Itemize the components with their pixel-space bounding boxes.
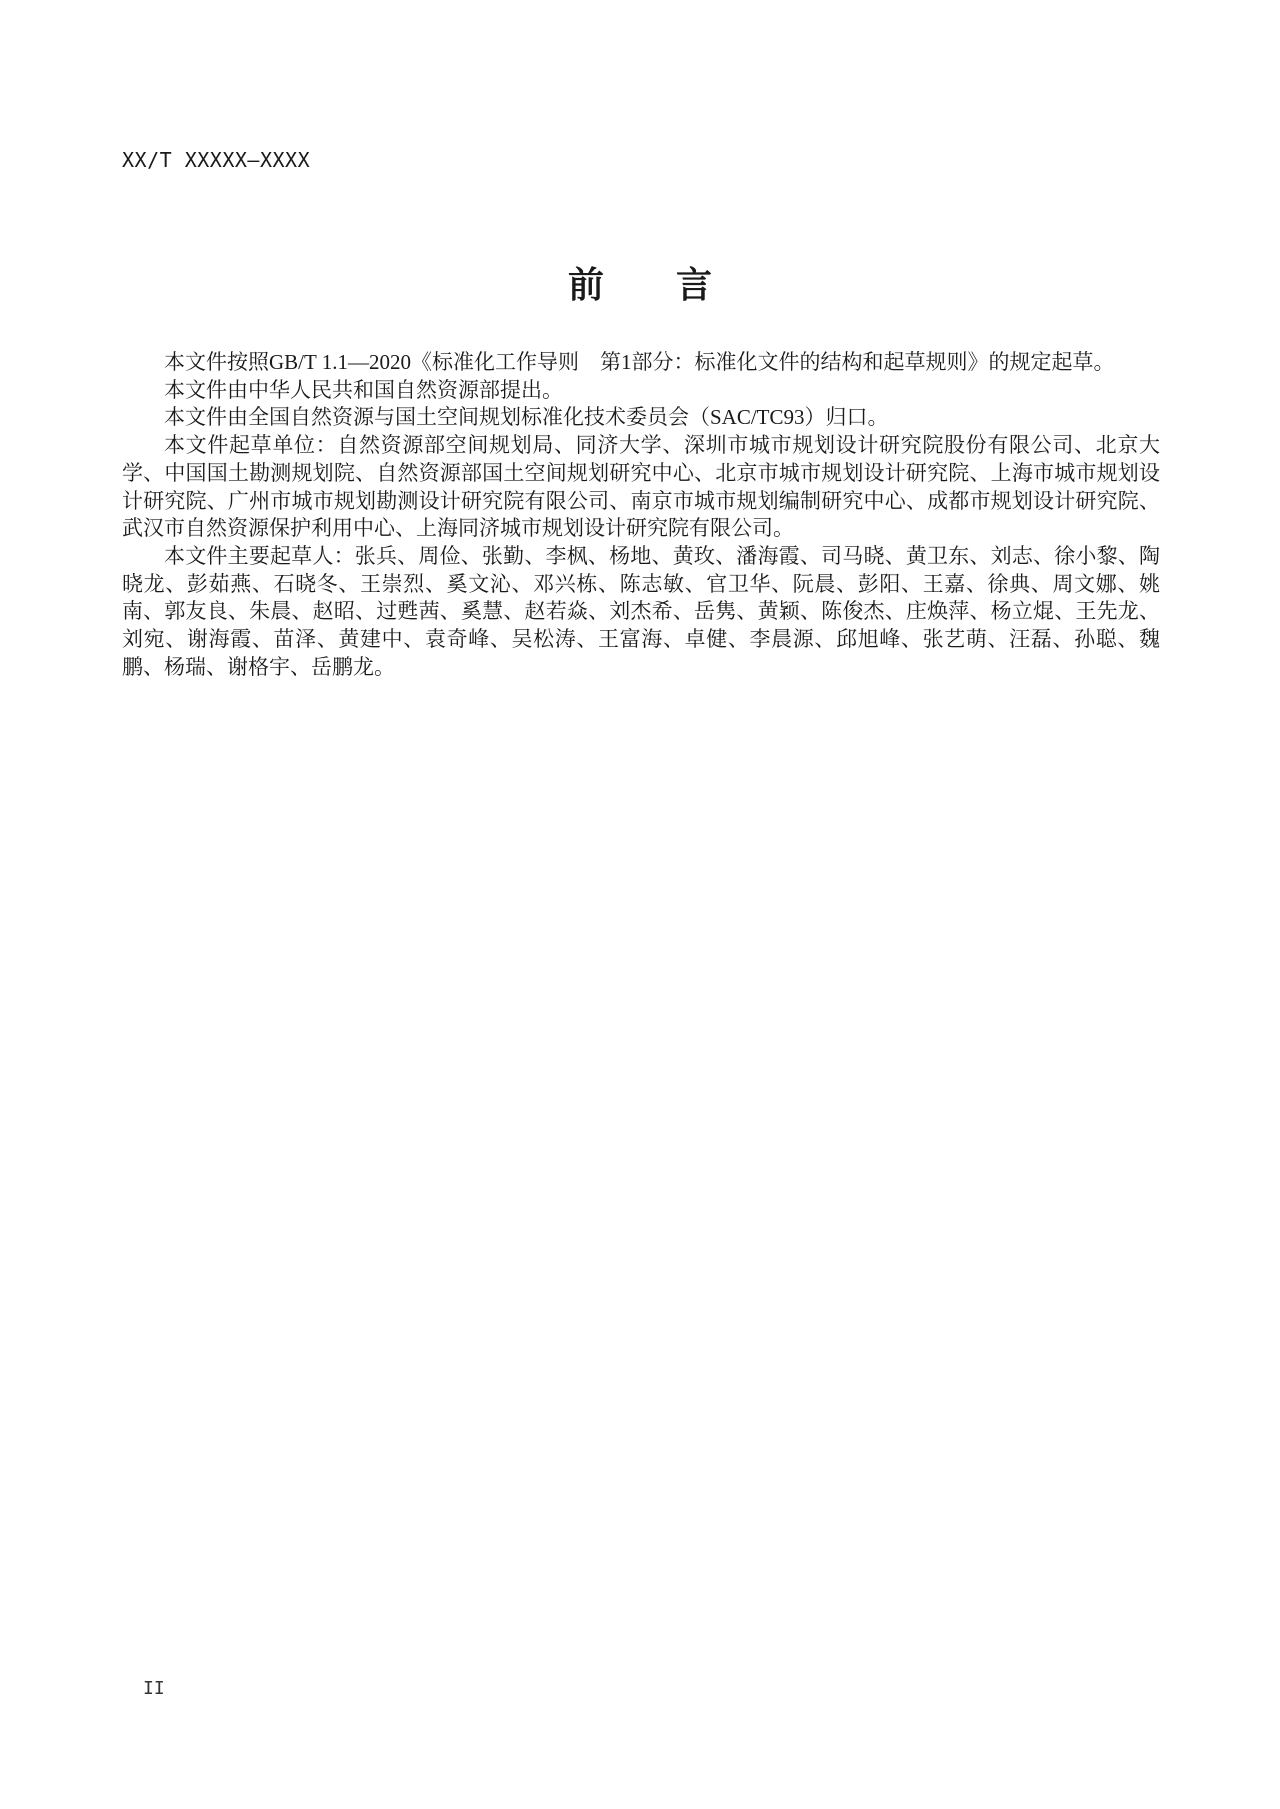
foreword-paragraph: 本文件起草单位：自然资源部空间规划局、同济大学、深圳市城市规划设计研究院股份有限公司、北京大学、中国国土勘测规划院、自然资源部国土空间规划研究中心、北京市城市规划设计研究院、上海市城市规划设计研究院、广州市城市规划勘测设计研究院有限公司、南京市城市规划编制研究中心、成都市规划设计研究院、武汉市自然资源保护利用中心、上海同济城市规划设计研究院有限公司。 xyxy=(122,433,1160,541)
foreword-paragraph: 本文件主要起草人：张兵、周俭、张勤、李枫、杨地、黄玫、潘海霞、司马晓、黄卫东、刘志、徐小黎、陶晓龙、彭茹燕、石晓冬、王崇烈、奚文沁、邓兴栋、陈志敏、官卫华、阮晨、彭阳、王嘉、徐典、周文娜、姚南、郭友良、朱晨、赵昭、过甦茜、奚慧、赵若焱、刘杰希、岳隽、黄颖、陈俊杰、庄焕萍、杨立焜、王先龙、刘宛、谢海霞、苗泽、黄建中、袁奇峰、吴松涛、王富海、卓健、李晨源、邱旭峰、张艺萌、汪磊、孙聪、魏鹏、杨瑞、谢格宇、岳鹏龙。 xyxy=(122,543,1160,679)
foreword-body xyxy=(122,349,1160,681)
foreword-paragraph: 本文件由全国自然资源与国土空间规划标准化技术委员会（SAC/TC93）归口。 xyxy=(164,405,889,430)
foreword-title: 前 言 xyxy=(567,264,712,305)
foreword-paragraph: 本文件由中华人民共和国自然资源部提出。 xyxy=(164,377,563,402)
page-number: II xyxy=(143,1678,165,1699)
standard-code-header: XX/T XXXXX—XXXX xyxy=(122,148,311,172)
foreword-paragraph: 本文件按照GB/T 1.1—2020《标准化工作导则 第1部分：标准化文件的结构和起草规则》的规定起草。 xyxy=(164,350,1115,374)
